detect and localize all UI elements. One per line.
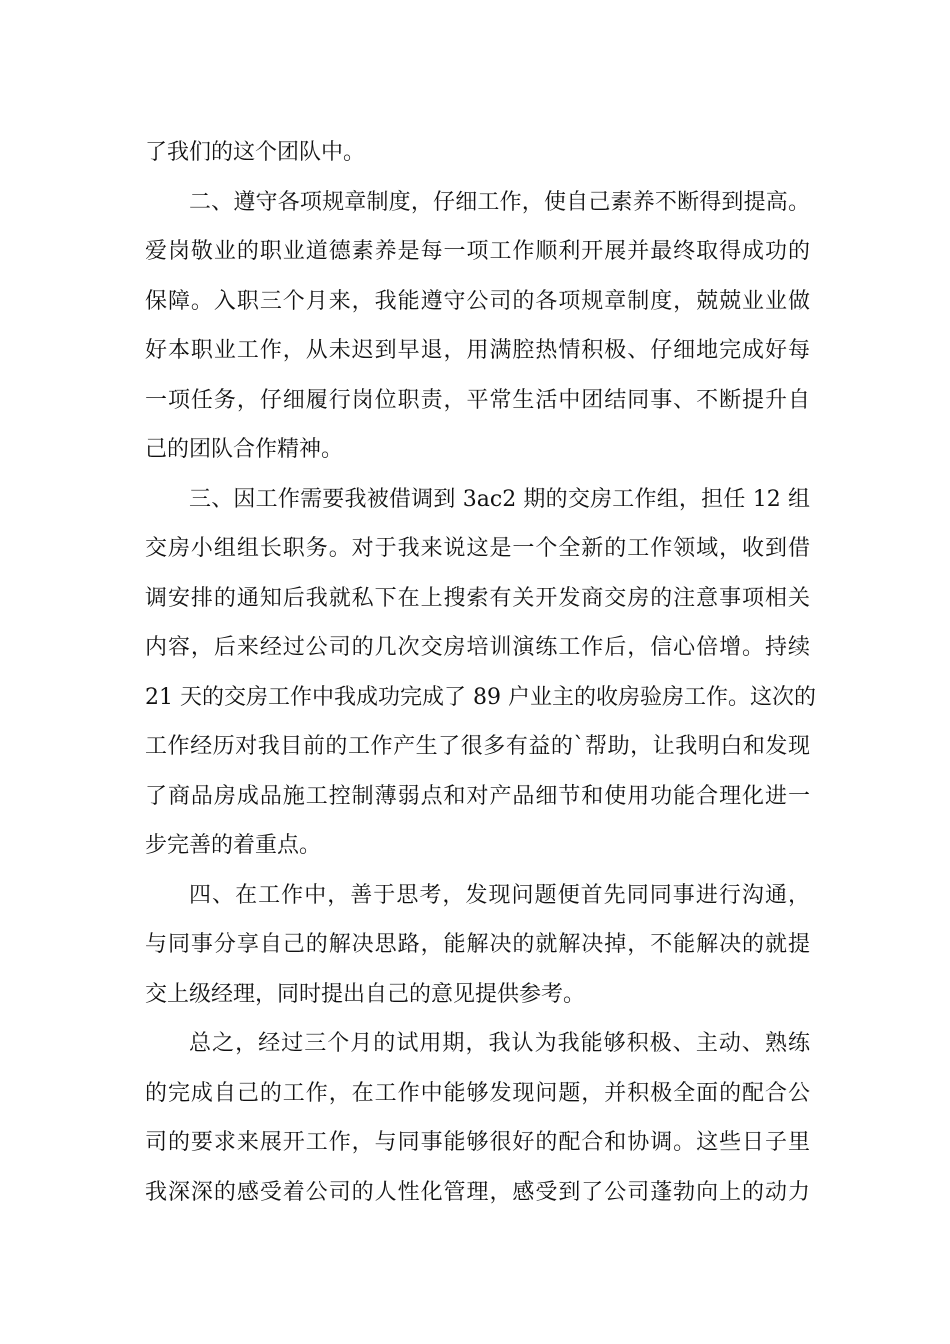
- text-line: 了我们的这个团队中。: [145, 140, 366, 165]
- text-line: 爱岗敬业的职业道德素养是每一项工作顺利开展并最终取得成功的: [145, 239, 810, 264]
- text-line: 了商品房成品施工控制薄弱点和对产品细节和使用功能合理化进一: [145, 783, 810, 809]
- text-line: 调安排的通知后我就私下在上搜索有关开发商交房的注意事项相关: [145, 585, 810, 611]
- text-line: 交房小组组长职务。对于我来说这是一个全新的工作领域，收到借: [145, 536, 810, 561]
- text-line: 我深深的感受着公司的人性化管理，感受到了公司蓬勃向上的动力: [145, 1179, 810, 1205]
- text-line: 内容，后来经过公司的几次交房培训演练工作后，信心倍增。持续: [145, 635, 810, 660]
- paragraph-heading-line: 三、因工作需要我被借调到 3ac2 期的交房工作组，担任 12 组: [189, 486, 810, 512]
- text-line: 保障。入职三个月来，我能遵守公司的各项规章制度，兢兢业业做: [145, 288, 810, 314]
- text-line: 与同事分享自己的解决思路，能解决的就解决掉，不能解决的就提: [145, 932, 810, 957]
- text-line: 21 天的交房工作中我成功完成了 89 户业主的收房验房工作。这次的: [145, 684, 816, 710]
- text-line: 己的团队合作精神。: [145, 437, 344, 462]
- text-line: 交上级经理，同时提出自己的意见提供参考。: [145, 981, 586, 1007]
- text-line: 步完善的着重点。: [145, 833, 322, 858]
- text-line: 的完成自己的工作，在工作中能够发现问题，并积极全面的配合公: [145, 1080, 810, 1106]
- text-line: 一项任务，仔细履行岗位职责，平常生活中团结同事、不断提升自: [145, 387, 810, 413]
- text-line: 工作经历对我目前的工作产生了很多有益的`帮助，让我明白和发现: [145, 734, 810, 759]
- text-line: 好本职业工作，从未迟到早退，用满腔热情积极、仔细地完成好每: [145, 338, 810, 363]
- paragraph-heading-line: 四、在工作中，善于思考，发现问题便首先同同事进行沟通，: [189, 882, 810, 908]
- document-body: [145, 128, 816, 1217]
- paragraph-heading-line: 总之，经过三个月的试用期，我认为我能够积极、主动、熟练: [189, 1031, 810, 1056]
- paragraph-heading-line: 二、遵守各项规章制度，仔细工作，使自己素养不断得到提高。: [189, 189, 810, 215]
- text-line: 司的要求来展开工作，与同事能够很好的配合和协调。这些日子里: [145, 1130, 810, 1155]
